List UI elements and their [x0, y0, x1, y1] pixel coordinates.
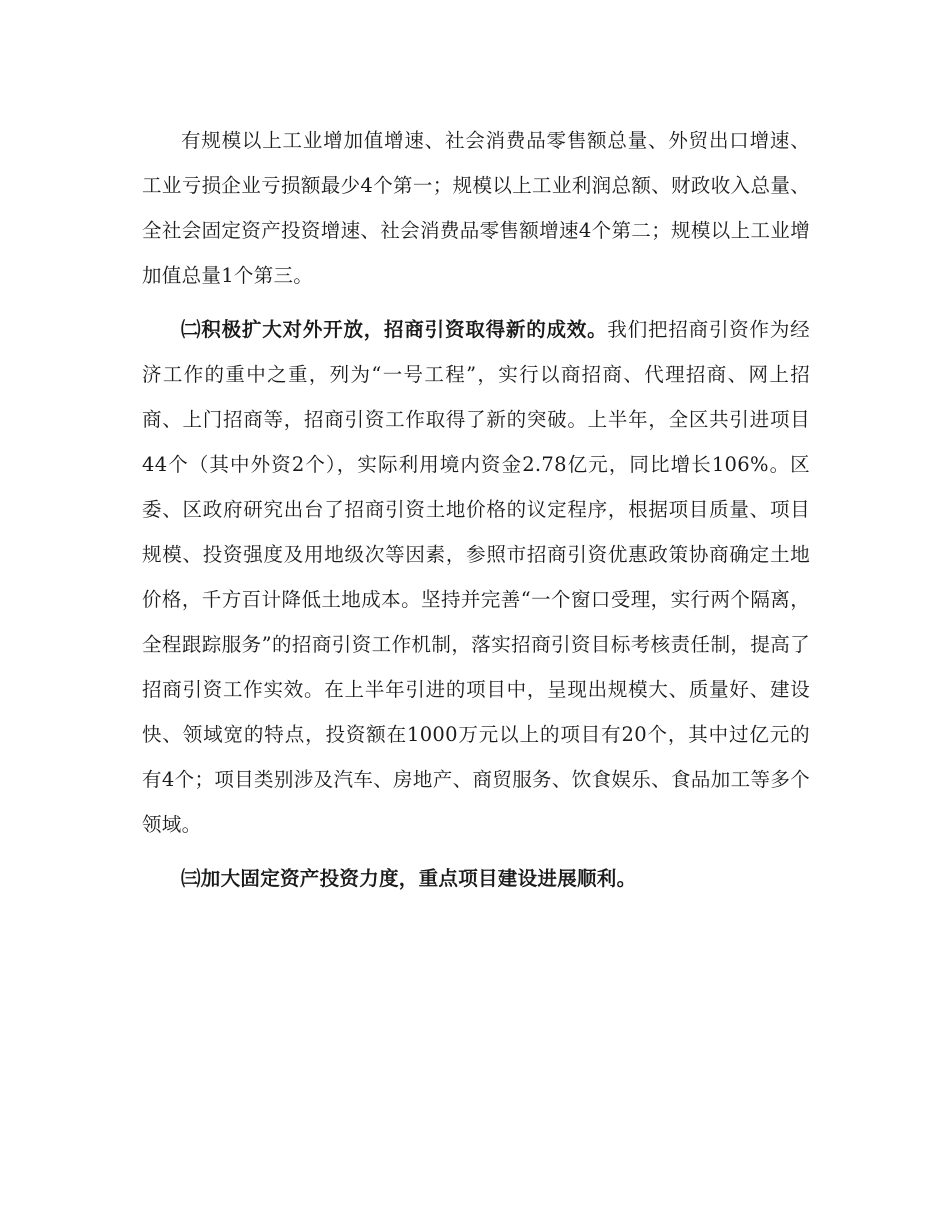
paragraph-industry-rankings: 有规模以上工业增加值增速、社会消费品零售额总量、外贸出口增速、工业亏损企业亏损额最少4个第一；规模以上工业利润总额、财政收入总量、全社会固定资产投资增速、社会消费品零售额增速4个第二；规模以上工业增加值总量1个第三。	[142, 129, 810, 287]
paragraph-investment-attraction	[142, 307, 810, 847]
paragraph-investment-body: 我们把招商引资作为经济工作的重中之重，列为“一号工程”，实行以商招商、代理招商、网上招商、上门招商等，招商引资工作取得了新的突破。上半年，全区共引进项目44个（其中外资2个），实际利用境内资金2.78亿元，同比增长106%。区委、区政府研究出台了招商引资土地价格的议定程序，根据项目质量、项目规模、投资强度及用地级次等因素，参照市招商引资优惠政策协商确定土地价格，千方百计降低土地成本。坚持并完善“一个窗口受理，实行两个隔离，全程跟踪服务”的招商引资工作机制，落实招商引资目标考核责任制，提高了招商引资工作实效。在上半年引进的项目中，呈现出规模大、质量好、建设快、领域宽的特点，投资额在1000万元以上的项目有20个，其中过亿元的有4个；项目类别涉及汽车、房地产、商贸服务、饮食娱乐、食品加工等多个领域。	[142, 318, 810, 836]
section-heading-fixed-assets: ㈢加大固定资产投资力度，重点项目建设进展顺利。	[181, 867, 637, 890]
document-page	[142, 118, 810, 901]
section-heading-opening-up: ㈡积极扩大对外开放，招商引资取得新的成效。	[181, 318, 608, 341]
